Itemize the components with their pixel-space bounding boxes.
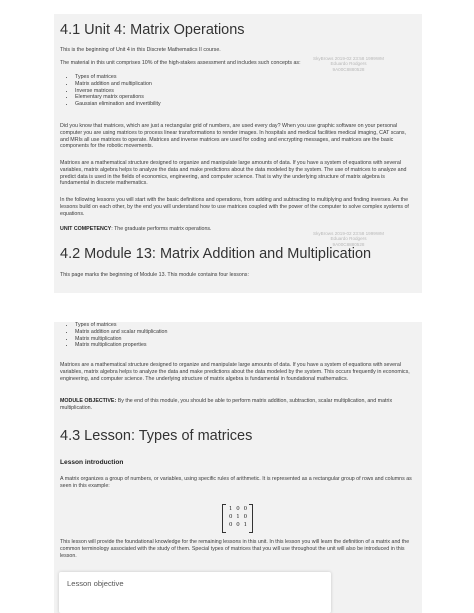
concept-item: • Elementary matrix operations [75,94,161,101]
lesson-objective-box [59,572,331,613]
matrix-cell: 0 [243,514,248,520]
unit-4-intro: This is the beginning of Unit 4 in this Discrete Mathematics II course. [60,47,221,53]
module-13-heading: 4.2 Module 13: Matrix Addition and Multiplication [60,246,372,262]
unit-4-concepts-list [68,74,161,108]
module-objective-text: By the end of this module, you should be able to perform matrix addition, subtraction, scalar multiplication, and matrix multiplication. [60,398,393,411]
matrix-cell: 0 [236,506,240,512]
watermark: SkyBrows 2019-02 23:58 1999WM Eduardo Rodgers 9A00C8880528 [313,56,384,72]
concept-item: • Types of matrices [75,74,161,81]
matrix-cell: 0 [228,514,233,520]
lesson-objective-title: Lesson objective [67,579,124,588]
lesson-item: • Types of matrices [75,322,167,329]
module-13-intro: This page marks the beginning of Module 13. This module contains four lessons: [60,272,249,278]
matrix-cell: 0 [236,522,240,528]
concept-item: • Inverse matrices [75,88,161,95]
lesson-heading: 4.3 Lesson: Types of matrices [60,428,253,444]
watermark: SkyBrows 2019-02 23:58 1999WM Eduardo Rodgers 9A00C8880528 [313,231,384,247]
matrix-cell: 1 [243,522,248,528]
lesson-paragraph-2: This lesson will provide the foundational knowledge for the remaining lessons in this unit. In this lesson you will learn the definition of a matrix and the common terminology associated with the study of them. Special types of matrices that you will use throughout the unit will also be introduced in this lesson. [60,539,410,559]
lesson-item: • Matrix multiplication properties [75,342,167,349]
matrix-cell: 0 [228,522,233,528]
matrix-bracket-left [222,504,226,533]
unit-4-heading: 4.1 Unit 4: Matrix Operations [60,22,245,38]
module-objective [60,398,412,412]
matrix-cell: 0 [243,506,248,512]
matrix-grid [227,506,249,528]
unit-4-paragraph-1: Did you know that matrices, which are just a rectangular grid of numbers, are used every day? When you use graphic software on your personal computer you are using matrices to process linear transformations to render images. In hospitals and medical facilities medical imaging, CAT scans, and MRIs all use matrices to operate. Matrices and inverse matrices are used for coding and encrypting messages, and matrices are the basic components for the robotic movements. [60,123,407,150]
page-section-module-13 [54,322,422,613]
identity-matrix [222,504,253,531]
lesson-item: • Matrix multiplication [75,336,167,343]
lesson-paragraph-1: A matrix organizes a group of numbers, or variables, using specific rules of arithmetic. It is represented as a rectangular group of rows and columns as seen in this example: [60,476,412,489]
matrix-cell: 1 [236,514,240,520]
lesson-item: • Matrix addition and scalar multiplication [75,329,167,336]
module-13-lessons-list [68,322,167,349]
unit-4-paragraph-3: In the following lessons you will start with the basic definitions and operations, from adding and subtracting to multiplying and finding inverses. As the lessons build on each other, by the end you will understand how to use matrices coupled with the power of the computer to solve complex systems of equations. [60,197,409,217]
unit-4-material: The material in this unit comprises 10% of the high-stakes assessment and includes such concepts as: [60,60,301,66]
module-objective-label: MODULE OBJECTIVE: [60,398,117,404]
lesson-introduction-heading: Lesson introduction [60,459,124,466]
unit-competency-text: : The graduate performs matrix operations. [111,226,212,232]
unit-4-paragraph-2: Matrices are a mathematical structure designed to organize and manipulate large amounts of data. If you have a system of equations with several variables, matrix algebra helps to analyze the data and make predictions about the data modeled by the system. The use of matrices to analyze and predict data is used in the fields of economics, engineering, and computer science. That is why the underlying structure of matrix algebra is fundamental in discrete mathematics. [60,160,407,187]
matrix-cell: 1 [228,506,233,512]
module-13-paragraph: Matrices are a mathematical structure designed to organize and manipulate large amounts of data. If you have a system of equations with several variables, matrix algebra helps to analyze the data and make predictions about the data modeled by the system. This occurs frequently in economics, engineering, and computer science. The underlying structure of matrix algebra is fundamental in foundational mathematics. [60,362,410,382]
concept-item: • Matrix addition and multiplication [75,81,161,88]
concept-item: • Gaussian elimination and invertibility [75,101,161,108]
unit-competency-label: UNIT COMPETENCY [60,226,112,232]
matrix-bracket-right [249,504,253,533]
